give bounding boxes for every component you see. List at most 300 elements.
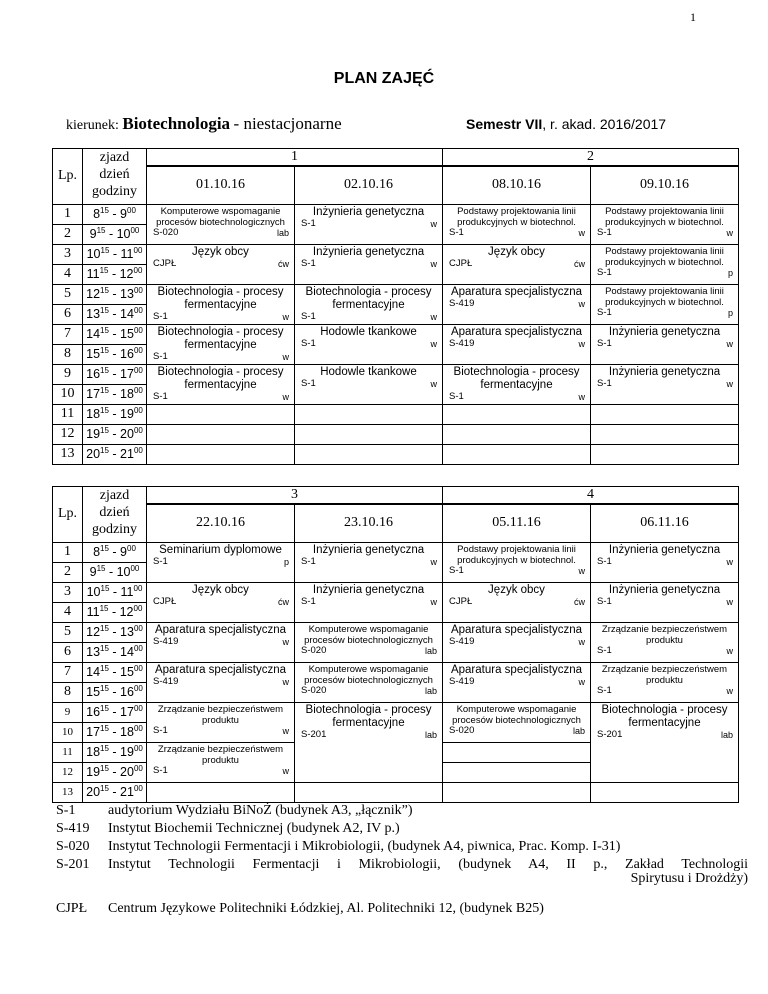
schedule-table-2	[52, 486, 739, 803]
class-entry	[147, 663, 294, 687]
class-name: Inżynieria genetyczna	[608, 543, 721, 556]
class-entry	[147, 205, 294, 238]
legend-abbr: S-419	[56, 821, 90, 836]
schedule-cell	[591, 702, 739, 782]
schedule-cell	[295, 324, 443, 364]
legend-desc-cont: Spirytusu i Drożdży)	[630, 871, 748, 886]
class-type: w	[282, 725, 289, 736]
hour-end: 17	[120, 705, 134, 720]
class-name: Biotechnologia - procesy fermentacyjne	[453, 365, 580, 391]
time-slot: $17^{15} - 18^{00}$	[83, 722, 147, 742]
min-start: 15	[99, 266, 109, 276]
hour-end: 17	[120, 367, 134, 382]
class-entry	[147, 245, 294, 269]
hour-end: 15	[120, 327, 134, 342]
hour-start: 15	[86, 347, 101, 362]
legend-desc: Instytut Technologii Fermentacji i Mikrobiologii, (budynek A4, II p., Zakład Technologii	[108, 857, 748, 872]
class-entry	[295, 205, 442, 229]
program-name: Biotechnologia	[122, 114, 231, 133]
schedule-cell	[443, 582, 591, 622]
row-num: 6	[64, 644, 71, 659]
legend-row	[56, 802, 748, 820]
semester-label: Semestr	[466, 116, 522, 132]
row-num: 13	[62, 786, 73, 798]
row-num: 4	[64, 266, 71, 281]
program-info	[66, 114, 342, 134]
schedule-cell	[147, 244, 295, 284]
class-type: lab	[720, 729, 733, 740]
date-header	[591, 166, 739, 204]
room-code: CJPŁ	[153, 595, 177, 607]
empty-cell	[147, 782, 295, 802]
row-num: 2	[64, 564, 71, 579]
class-meta	[147, 259, 294, 269]
row-number	[53, 304, 83, 324]
class-name: Język obcy	[192, 583, 249, 596]
class-meta	[591, 686, 738, 696]
min-start: 15	[100, 446, 109, 456]
row-num: 8	[64, 346, 71, 361]
min-start: 15	[100, 346, 109, 356]
min-end: 00	[133, 744, 143, 754]
min-start: 15	[100, 684, 109, 694]
hour-start: 17	[86, 725, 101, 740]
schedule-cell	[147, 702, 295, 742]
min-end: 00	[133, 366, 143, 376]
empty-cell	[591, 404, 739, 424]
class-type: w	[282, 676, 289, 687]
empty-cell	[147, 444, 295, 464]
hour-end: 20	[120, 765, 134, 780]
row-number	[53, 324, 83, 344]
room-code: S-1	[153, 555, 168, 567]
header-zjazd-dzien-godziny	[83, 487, 147, 543]
room-code: S-1	[449, 390, 464, 402]
hour-end: 14	[120, 307, 134, 322]
class-entry	[591, 205, 738, 238]
zjazd-a: 1	[291, 149, 298, 164]
room-code: S-1	[597, 226, 612, 238]
class-name: Inżynieria genetyczna	[608, 325, 721, 338]
hour-end: 21	[120, 785, 134, 800]
time-slot: $18^{15} - 19^{00}$	[83, 404, 147, 424]
row-number	[53, 702, 83, 722]
legend-row	[56, 838, 748, 856]
class-meta	[147, 228, 294, 238]
row-number	[53, 284, 83, 304]
date-header	[147, 166, 295, 204]
hour-end: 11	[120, 585, 134, 600]
min-end: 00	[133, 286, 143, 296]
class-type: lab	[276, 227, 289, 238]
row-number	[53, 782, 83, 802]
row-num: 13	[60, 446, 75, 461]
schedule-cell	[147, 542, 295, 582]
room-code: S-1	[301, 310, 316, 322]
class-entry	[295, 583, 442, 607]
schedule-cell	[591, 662, 739, 702]
row-num: 10	[62, 726, 73, 738]
class-type: w	[726, 338, 733, 349]
schedule-cell	[295, 702, 443, 782]
time-slot: $19^{15} - 20^{00}$	[83, 424, 147, 444]
time-slot: $13^{15} - 14^{00}$	[83, 642, 147, 662]
empty-cell	[443, 782, 591, 802]
class-entry	[295, 703, 442, 740]
class-name: Aparatura specjalistyczna	[450, 325, 583, 338]
time-slot: $20^{15} - 21^{00}$	[83, 782, 147, 802]
empty-cell	[591, 782, 739, 802]
class-meta	[591, 597, 738, 607]
hour-end: 18	[120, 387, 134, 402]
dzien-label: dzień	[99, 505, 130, 520]
date: 06.11.16	[640, 515, 689, 531]
legend-abbr: S-1	[56, 803, 76, 818]
room-code: S-1	[301, 377, 316, 389]
schedule-cell	[591, 324, 739, 364]
program-label: kierunek:	[66, 118, 119, 133]
room-code: S-1	[597, 377, 612, 389]
min-end: 00	[130, 226, 140, 236]
time-slot: $16^{15} - 17^{00}$	[83, 364, 147, 384]
schedule-cell	[147, 622, 295, 662]
hour-end: 9	[120, 207, 127, 222]
room-legend	[56, 802, 748, 918]
class-meta	[443, 597, 590, 607]
hour-end: 16	[120, 685, 134, 700]
class-entry	[295, 285, 442, 322]
min-end: 00	[133, 446, 143, 456]
row-number	[53, 224, 83, 244]
row-num: 7	[64, 326, 71, 341]
class-entry	[295, 325, 442, 349]
room-code: S-419	[153, 635, 179, 647]
hour-start: 18	[86, 745, 101, 760]
min-end: 00	[133, 604, 143, 614]
class-type: w	[578, 391, 585, 402]
class-name: Język obcy	[192, 245, 249, 258]
row-num: 5	[64, 624, 71, 639]
class-entry	[443, 285, 590, 309]
class-entry	[443, 543, 590, 576]
hour-start: 14	[86, 327, 101, 342]
class-entry	[591, 663, 738, 696]
class-entry	[591, 543, 738, 567]
min-end: 00	[133, 784, 143, 794]
empty-cell	[443, 742, 591, 762]
row-number	[53, 602, 83, 622]
min-start: 15	[100, 744, 109, 754]
min-start: 15	[100, 286, 109, 296]
class-name: Zrządzanie bezpieczeństwem produktu	[601, 663, 728, 686]
time-slot: $8^{15} - 9^{00}$	[83, 204, 147, 224]
class-entry	[591, 285, 738, 318]
hour-start: 16	[86, 367, 101, 382]
row-number	[53, 384, 83, 404]
class-type: w	[726, 378, 733, 389]
class-name: Podstawy projektowania linii produkcyjnych w biotechnol.	[605, 205, 724, 228]
min-end: 00	[133, 664, 143, 674]
room-code: S-419	[449, 297, 475, 309]
schedule-cell	[443, 622, 591, 662]
room-code: CJPŁ	[449, 595, 473, 607]
legend-row	[56, 900, 748, 918]
class-meta	[443, 228, 590, 238]
class-name: Biotechnologia - procesy fermentacyjne	[305, 703, 432, 729]
min-end: 00	[133, 246, 143, 256]
schedule-cell	[147, 582, 295, 622]
time-slot: $19^{15} - 20^{00}$	[83, 762, 147, 782]
class-meta	[443, 299, 590, 309]
class-name: Biotechnologia - procesy fermentacyjne	[157, 365, 284, 391]
room-code: S-1	[597, 684, 612, 696]
min-start: 15	[100, 544, 109, 554]
legend-desc: Centrum Językowe Politechniki Łódzkiej, Al. Politechniki 12, (budynek B25)	[108, 901, 544, 916]
class-meta	[147, 766, 294, 776]
room-code: S-1	[449, 226, 464, 238]
schedule-cell	[591, 622, 739, 662]
row-num: 5	[64, 286, 71, 301]
hour-start: 17	[86, 387, 101, 402]
zjazd-number	[443, 149, 739, 167]
hour-start: 9	[89, 565, 97, 580]
class-meta	[591, 339, 738, 349]
room-code: S-1	[301, 257, 316, 269]
hour-end: 12	[119, 605, 134, 620]
hour-start: 10	[86, 247, 101, 262]
time-slot: $12^{15} - 13^{00}$	[83, 284, 147, 304]
time-slot: $11^{15} - 12^{00}$	[83, 264, 147, 284]
min-end: 00	[127, 544, 136, 554]
legend-gap	[56, 888, 748, 900]
hour-start: 13	[86, 307, 101, 322]
class-type: p	[727, 307, 733, 318]
row-number	[53, 444, 83, 464]
row-number	[53, 662, 83, 682]
class-meta	[295, 219, 442, 229]
class-meta	[147, 637, 294, 647]
schedule-cell	[295, 284, 443, 324]
date: 02.10.16	[344, 177, 393, 193]
row-number	[53, 582, 83, 602]
class-meta	[591, 646, 738, 656]
class-type: w	[282, 765, 289, 776]
class-meta	[295, 646, 442, 656]
class-name: Podstawy projektowania linii produkcyjnych w biotechnol.	[605, 245, 724, 268]
hour-start: 8	[93, 545, 101, 560]
hour-start: 18	[86, 407, 101, 422]
class-entry	[147, 325, 294, 362]
empty-cell	[591, 444, 739, 464]
zjazd-b: 4	[587, 487, 594, 502]
room-code: S-1	[597, 306, 612, 318]
row-number	[53, 562, 83, 582]
class-meta	[295, 686, 442, 696]
row-number	[53, 742, 83, 762]
room-code: S-1	[449, 564, 464, 576]
room-code: S-201	[301, 728, 327, 740]
zjazd-number	[147, 487, 443, 505]
schedule-cell	[443, 204, 591, 244]
class-meta	[147, 677, 294, 687]
class-type: w	[726, 556, 733, 567]
date: 22.10.16	[196, 515, 245, 531]
class-entry	[295, 365, 442, 389]
class-name: Aparatura specjalistyczna	[154, 623, 287, 636]
row-num: 4	[64, 604, 71, 619]
row-num: 12	[62, 766, 73, 778]
schedule-cell	[295, 622, 443, 662]
hour-end: 21	[120, 447, 134, 462]
hour-end: 19	[120, 407, 134, 422]
class-entry	[443, 365, 590, 402]
class-meta	[295, 259, 442, 269]
class-type: p	[727, 267, 733, 278]
date-header	[443, 166, 591, 204]
legend-row	[56, 820, 748, 838]
hour-start: 15	[86, 685, 101, 700]
class-name: Podstawy projektowania linii produkcyjnych w biotechnol.	[457, 543, 576, 566]
row-num: 8	[64, 684, 71, 699]
class-entry	[147, 365, 294, 402]
row-num: 7	[64, 664, 71, 679]
class-type: lab	[424, 729, 437, 740]
class-name: Inżynieria genetyczna	[312, 205, 425, 218]
row-number	[53, 204, 83, 224]
class-name: Zrządzanie bezpieczeństwem produktu	[157, 703, 284, 726]
class-name: Język obcy	[488, 245, 545, 258]
row-num: 11	[60, 406, 75, 421]
min-start: 15	[100, 206, 109, 216]
class-meta	[147, 352, 294, 362]
row-num: 1	[64, 544, 71, 559]
room-code: S-419	[449, 635, 475, 647]
min-start: 15	[100, 664, 109, 674]
class-meta	[591, 308, 738, 318]
zjazd-number	[443, 487, 739, 505]
time-slot: $11^{15} - 12^{00}$	[83, 602, 147, 622]
min-start: 15	[100, 644, 109, 654]
schedule-cell	[443, 324, 591, 364]
row-num: 10	[60, 386, 75, 401]
schedule-cell	[591, 542, 739, 582]
page-title: PLAN ZAJĘĆ	[333, 70, 435, 87]
schedule-cell	[443, 364, 591, 404]
class-name: Aparatura specjalistyczna	[450, 663, 583, 676]
class-name: Hodowle tkankowe	[320, 325, 417, 338]
class-name: Aparatura specjalistyczna	[450, 623, 583, 636]
row-num: 2	[64, 226, 71, 241]
class-entry	[591, 365, 738, 389]
class-type: w	[282, 391, 289, 402]
min-start: 15	[96, 226, 106, 236]
row-num: 6	[64, 306, 71, 321]
schedule-cell	[443, 662, 591, 702]
program-mode: - niestacjonarne	[233, 114, 342, 133]
empty-cell	[591, 424, 739, 444]
date: 09.10.16	[640, 177, 689, 193]
class-name: Zrządzanie bezpieczeństwem produktu	[157, 743, 284, 766]
semester-info	[466, 116, 666, 132]
row-num: 9	[64, 366, 71, 381]
class-meta	[295, 312, 442, 322]
room-code: S-1	[597, 266, 612, 278]
legend-desc: Instytut Technologii Fermentacji i Mikrobiologii, (budynek A4, piwnica, Prac. Komp. I-31)	[108, 839, 621, 854]
hour-start: 20	[86, 785, 101, 800]
date: 01.10.16	[196, 177, 245, 193]
empty-cell	[147, 424, 295, 444]
class-type: w	[578, 565, 585, 576]
hour-end: 9	[120, 545, 127, 560]
class-meta	[443, 259, 590, 269]
class-type: lab	[424, 685, 437, 696]
time-slot: $12^{15} - 13^{00}$	[83, 622, 147, 642]
time-slot: $16^{15} - 17^{00}$	[83, 702, 147, 722]
min-end: 00	[133, 266, 143, 276]
time-slot: $14^{15} - 15^{00}$	[83, 324, 147, 344]
min-start: 15	[100, 366, 109, 376]
room-code: S-1	[153, 764, 168, 776]
class-entry	[443, 623, 590, 647]
zjazd-number	[147, 149, 443, 167]
lp-label: Lp.	[57, 506, 78, 522]
dzien-label: dzień	[99, 167, 130, 182]
class-name: Komputerowe wspomaganie procesów biotechnologicznych	[304, 623, 433, 646]
min-start: 15	[100, 784, 109, 794]
empty-cell	[443, 424, 591, 444]
semester-roman: VII	[525, 116, 543, 132]
min-end: 00	[133, 426, 143, 436]
time-slot: $9^{15} - 10^{00}$	[83, 562, 147, 582]
hour-start: 19	[86, 765, 101, 780]
hour-end: 11	[120, 247, 134, 262]
schedule-cell	[443, 542, 591, 582]
min-end: 00	[133, 644, 143, 654]
schedule-cell	[443, 284, 591, 324]
legend-desc: Instytut Biochemii Technicznej (budynek A2, IV p.)	[108, 821, 400, 836]
room-code: S-419	[449, 337, 475, 349]
min-start: 15	[100, 246, 110, 256]
min-start: 15	[100, 724, 109, 734]
class-name: Język obcy	[488, 583, 545, 596]
empty-cell	[443, 762, 591, 782]
row-num: 9	[64, 706, 71, 718]
min-end: 00	[133, 326, 143, 336]
room-code: S-1	[153, 310, 168, 322]
class-type: ćw	[574, 258, 585, 269]
header-lp	[53, 487, 83, 543]
class-meta	[443, 677, 590, 687]
class-type: lab	[424, 645, 437, 656]
room-code: S-1	[301, 337, 316, 349]
row-num: 3	[64, 246, 71, 261]
schedule-cell	[295, 204, 443, 244]
date: 08.10.16	[492, 177, 541, 193]
hour-start: 20	[86, 447, 101, 462]
legend-abbr: S-201	[56, 857, 90, 872]
class-name: Biotechnologia - procesy fermentacyjne	[157, 325, 284, 351]
class-name: Komputerowe wspomaganie procesów biotechnologicznych	[452, 703, 581, 726]
room-code: S-1	[597, 337, 612, 349]
time-slot: $18^{15} - 19^{00}$	[83, 742, 147, 762]
godziny-label: godziny	[91, 522, 138, 537]
hour-start: 12	[86, 625, 101, 640]
class-entry	[443, 703, 590, 736]
min-end: 00	[130, 564, 140, 574]
academic-year: , r. akad. 2016/2017	[542, 116, 667, 132]
min-start: 15	[100, 704, 109, 714]
class-type: w	[282, 351, 289, 362]
